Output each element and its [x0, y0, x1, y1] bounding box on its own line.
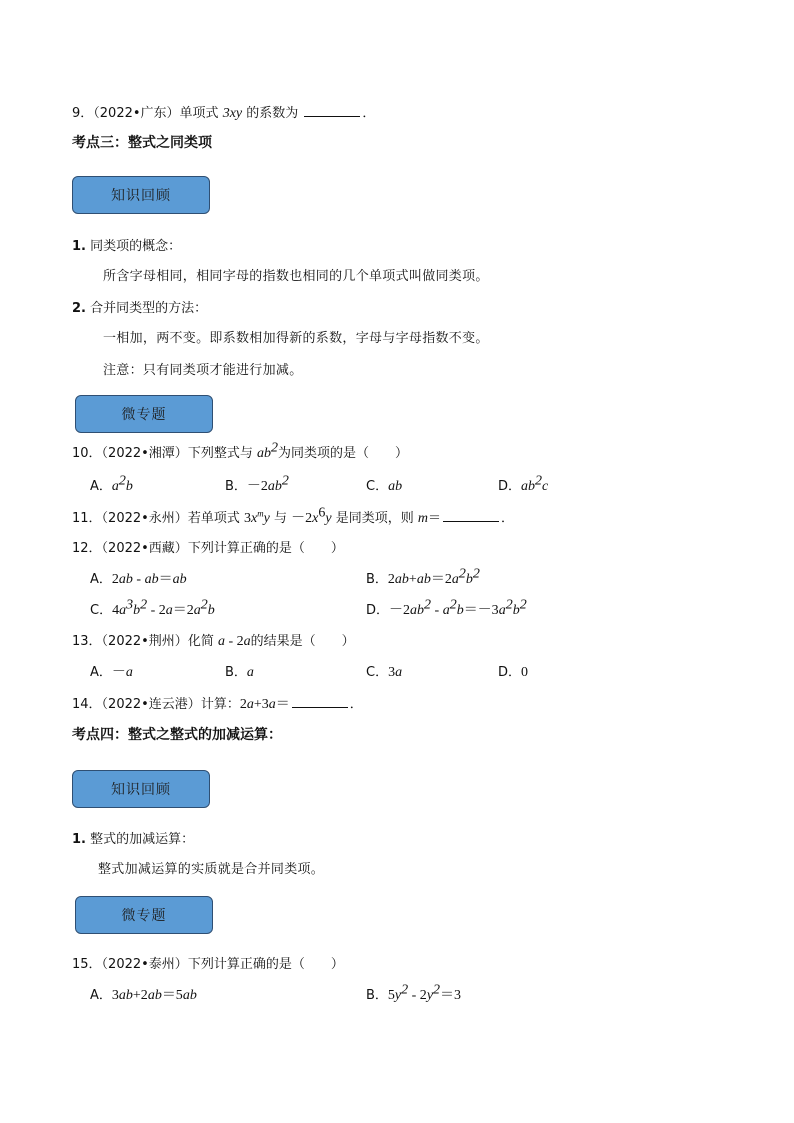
micro-topic-box: 微专题 — [75, 896, 213, 934]
question-text: ＝ — [427, 511, 441, 526]
q12-option-c: C．$4a^3b^2 - 2a=2a^2b$ — [90, 597, 215, 618]
section-heading-3: 考点三：整式之同类项 — [72, 135, 212, 151]
question-9 — [72, 104, 375, 123]
question-source: （2022•泰州） — [101, 957, 188, 972]
question-number: 13． — [72, 634, 102, 649]
answer-blank — [443, 509, 499, 522]
question-11: 11．（2022•永州）若单项式 $3x^my$ 与 $-2x^6y$ 是同类项，则 m＝ ． — [72, 505, 515, 526]
option-label: D． — [498, 665, 522, 680]
question-source: （2022•连云港） — [101, 697, 201, 712]
question-number: 11． — [72, 511, 102, 526]
option-label: A． — [90, 479, 112, 494]
concept-item-3 — [72, 831, 194, 849]
item-number: 1. — [72, 239, 86, 254]
concept-body-1: 所含字母相同，相同字母的指数也相同的几个单项式叫做同类项。 — [103, 269, 489, 284]
knowledge-review-box: 知识回顾 — [72, 770, 210, 808]
q15-option-a: A．3ab+2ab＝5ab — [90, 988, 197, 1003]
question-text: ． — [501, 511, 515, 526]
question-10 — [72, 440, 408, 463]
concept-item-2 — [72, 300, 207, 318]
knowledge-review-box: 知识回顾 — [72, 176, 210, 214]
option-label: D． — [366, 603, 390, 618]
q10-option-d: D．$ab^2c$ — [498, 473, 549, 494]
option-label: A． — [90, 665, 112, 680]
question-15 — [72, 956, 344, 974]
question-number: 15． — [72, 957, 102, 972]
question-number: 12． — [72, 541, 102, 556]
question-13: 13．（2022•荆州）化简 a - 2a的结果是（ ） — [72, 634, 355, 649]
concept-body-2: 一相加，两不变。即系数相加得新的系数，字母与字母指数不变。 — [103, 331, 489, 346]
item-number: 1. — [72, 832, 86, 847]
item-title: 整式的加减运算： — [90, 832, 195, 847]
q10-option-b: B．$-2ab^2$ — [225, 473, 289, 494]
question-text: ． — [362, 106, 376, 121]
question-text: 单项式 — [179, 106, 223, 121]
question-source: （2022•西藏） — [101, 541, 188, 556]
option-label: B． — [366, 572, 388, 587]
option-label: C． — [366, 665, 389, 680]
question-number: 14． — [72, 697, 102, 712]
concept-item-1 — [72, 238, 181, 256]
question-text: 的系数为 — [242, 106, 303, 121]
question-number: 9． — [72, 106, 94, 121]
q13-option-d — [498, 664, 528, 682]
q13-option-c: C．3a — [366, 665, 403, 680]
q12-option-d: D．$-2ab^2 - a^2b=-3a^2b^2$ — [366, 597, 527, 618]
item-title: 同类项的概念： — [90, 239, 182, 254]
question-text: 下列计算正确的是（ ） — [187, 957, 344, 972]
math-expression: $ab^2$ — [256, 440, 278, 461]
item-number: 2. — [72, 301, 86, 316]
question-source: （2022•永州） — [101, 511, 188, 526]
q13-option-a: A．－a — [90, 665, 133, 680]
question-14: 14．（2022•连云港）计算：2a+3a＝ ． — [72, 697, 363, 712]
concept-note: 注意：只有同类项才能进行加减。 — [103, 363, 303, 378]
math-expression: 3xy — [222, 106, 243, 121]
option-label: B． — [366, 988, 388, 1003]
section-heading-4: 考点四：整式之整式的加减运算： — [72, 727, 282, 743]
question-text: 下列整式与 — [187, 446, 257, 461]
question-text: 的结果是（ ） — [250, 634, 355, 649]
question-text: 若单项式 — [187, 511, 244, 526]
option-label: B． — [225, 665, 247, 680]
question-text: 计算： — [200, 697, 240, 712]
question-text: ． — [349, 697, 363, 712]
question-number: 10． — [72, 446, 102, 461]
option-label: B． — [225, 479, 247, 494]
answer-blank — [292, 695, 348, 708]
q15-option-b: B．$5y^2 - 2y^2=3$ — [366, 982, 462, 1003]
question-text: 是同类项，则 — [331, 511, 418, 526]
micro-topic-box: 微专题 — [75, 395, 213, 433]
option-value: 0 — [521, 665, 529, 680]
option-label: C． — [366, 479, 389, 494]
q12-option-b: B．$2ab+ab=2a^2b^2$ — [366, 566, 480, 587]
question-source: （2022•湘潭） — [101, 446, 188, 461]
q10-option-a: A．$a^2b$ — [90, 473, 133, 494]
q13-option-b: B．a — [225, 665, 254, 680]
question-text: 化简 — [187, 634, 218, 649]
question-12 — [72, 540, 344, 558]
option-label: A． — [90, 572, 112, 587]
question-text: 为同类项的是（ ） — [277, 446, 408, 461]
question-text: 下列计算正确的是（ ） — [187, 541, 344, 556]
item-title: 合并同类型的方法： — [90, 301, 208, 316]
option-label: A． — [90, 988, 112, 1003]
q12-option-a: A．2ab - ab＝ab — [90, 572, 187, 587]
concept-body-3: 整式加减运算的实质就是合并同类项。 — [98, 862, 325, 877]
answer-blank — [304, 104, 360, 117]
q10-option-c: C．ab — [366, 479, 403, 494]
option-label: D． — [498, 479, 522, 494]
question-text: 与 — [269, 511, 292, 526]
option-label: C． — [90, 603, 113, 618]
question-source: （2022•广东） — [93, 106, 180, 121]
question-source: （2022•荆州） — [101, 634, 188, 649]
